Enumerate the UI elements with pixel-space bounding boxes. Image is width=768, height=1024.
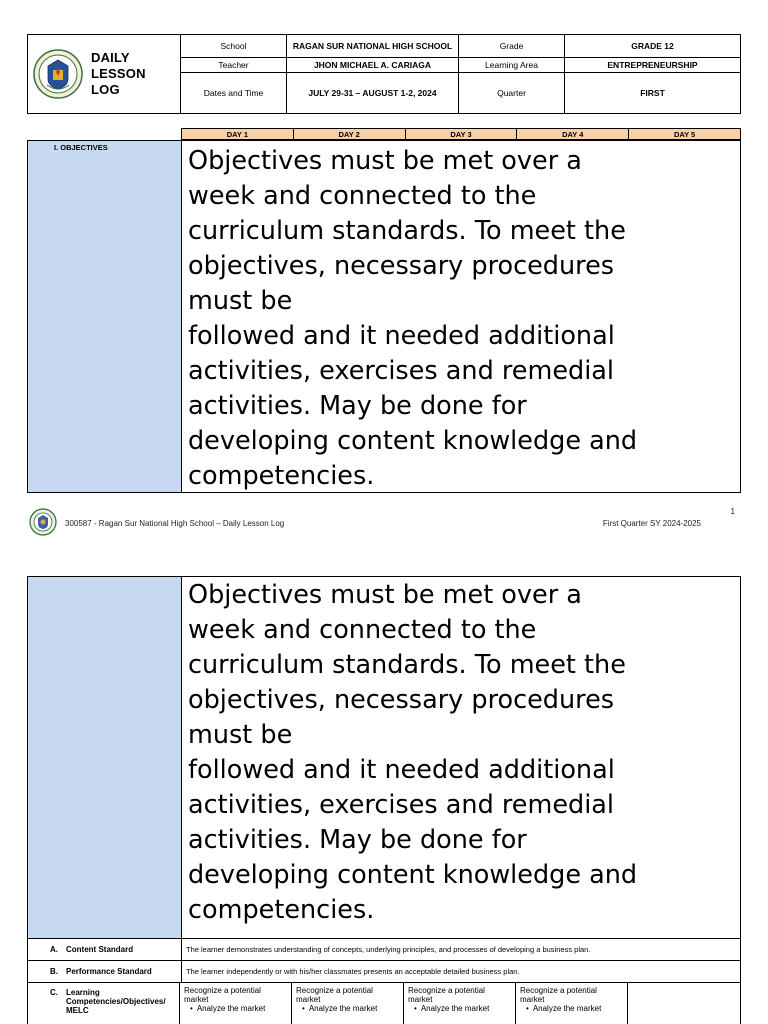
- day-1-header: DAY 1: [182, 129, 294, 139]
- teacher-value: JHON MICHAEL A. CARIAGA: [287, 58, 459, 73]
- objectives-section-continued: [27, 576, 741, 939]
- footer-school-seal-icon: [29, 508, 57, 536]
- competency-day-1: Recognize a potential market • Analyze the market: [180, 983, 292, 1024]
- day-4-header: DAY 4: [517, 129, 629, 139]
- daily-lesson-log-title: DAILY LESSON LOG: [91, 50, 146, 97]
- quarter-label: Quarter: [459, 73, 565, 113]
- day-2-header: DAY 2: [294, 129, 406, 139]
- objectives-text-repeat: Objectives must be met over a week and connected to the curriculum standards. To meet the objectives, necessary procedures must be followed and it needed additional activities, exercises and remedial activities. May be done for developing content knowledge and competencies.: [188, 580, 638, 925]
- competency-day-4: Recognize a potential market • Analyze the market: [516, 983, 628, 1024]
- grade-label: Grade: [459, 35, 565, 58]
- lesson-log-header: [27, 34, 741, 114]
- learning-competencies-label: C. Learning Competencies/Objectives/ MELC: [28, 983, 180, 1024]
- school-label: School: [181, 35, 287, 58]
- objectives-text: Objectives must be met over a week and connected to the curriculum standards. To meet the objectives, necessary procedures must be followed and it needed additional activities, exercises and remedial activities. May be done for developing content knowledge and competencies.: [188, 146, 638, 491]
- dates-label: Dates and Time: [181, 73, 287, 113]
- day-5-header: DAY 5: [673, 129, 696, 139]
- day-3-header: DAY 3: [406, 129, 518, 139]
- school-value: RAGAN SUR NATIONAL HIGH SCHOOL: [287, 35, 459, 58]
- competency-day-5: [628, 983, 740, 1024]
- footer-quarter-info: First Quarter SY 2024-2025: [602, 519, 701, 528]
- performance-standard-row: [27, 961, 741, 983]
- learning-area-value: ENTREPRENEURSHIP: [565, 58, 740, 73]
- page-number: 1: [730, 507, 735, 516]
- teacher-label: Teacher: [181, 58, 287, 73]
- page-footer: [27, 506, 741, 540]
- learning-competencies-row: [27, 983, 741, 1024]
- objectives-section: [27, 140, 741, 493]
- dates-value: JULY 29-31 – AUGUST 1-2, 2024: [287, 73, 459, 113]
- days-header-row: [181, 128, 741, 140]
- grade-value: GRADE 12: [565, 35, 740, 58]
- performance-standard-value: The learner independently or with his/her classmates presents an acceptable detailed business plan.: [186, 967, 520, 976]
- content-standard-label: A. Content Standard: [28, 939, 182, 960]
- deped-seal-icon: [33, 49, 83, 99]
- content-standard-value: The learner demonstrates understanding of concepts, underlying principles, and processes of developing a business plan.: [186, 945, 591, 954]
- competency-day-3: Recognize a potential market • Analyze the market: [404, 983, 516, 1024]
- learning-area-label: Learning Area: [459, 58, 565, 73]
- objectives-label: I. OBJECTIVES: [28, 141, 182, 492]
- header-logo-area: [28, 35, 181, 113]
- footer-school-info: 300587 - Ragan Sur National High School – Daily Lesson Log: [65, 519, 285, 528]
- objectives-label-blank: [28, 577, 182, 938]
- header-info-grid: [181, 35, 740, 113]
- standards-table: [27, 939, 741, 1024]
- performance-standard-label: B. Performance Standard: [28, 961, 182, 982]
- competency-cells: [180, 983, 740, 1024]
- quarter-value: FIRST: [640, 87, 665, 98]
- competency-day-2: Recognize a potential market • Analyze the market: [292, 983, 404, 1024]
- content-standard-row: [27, 939, 741, 961]
